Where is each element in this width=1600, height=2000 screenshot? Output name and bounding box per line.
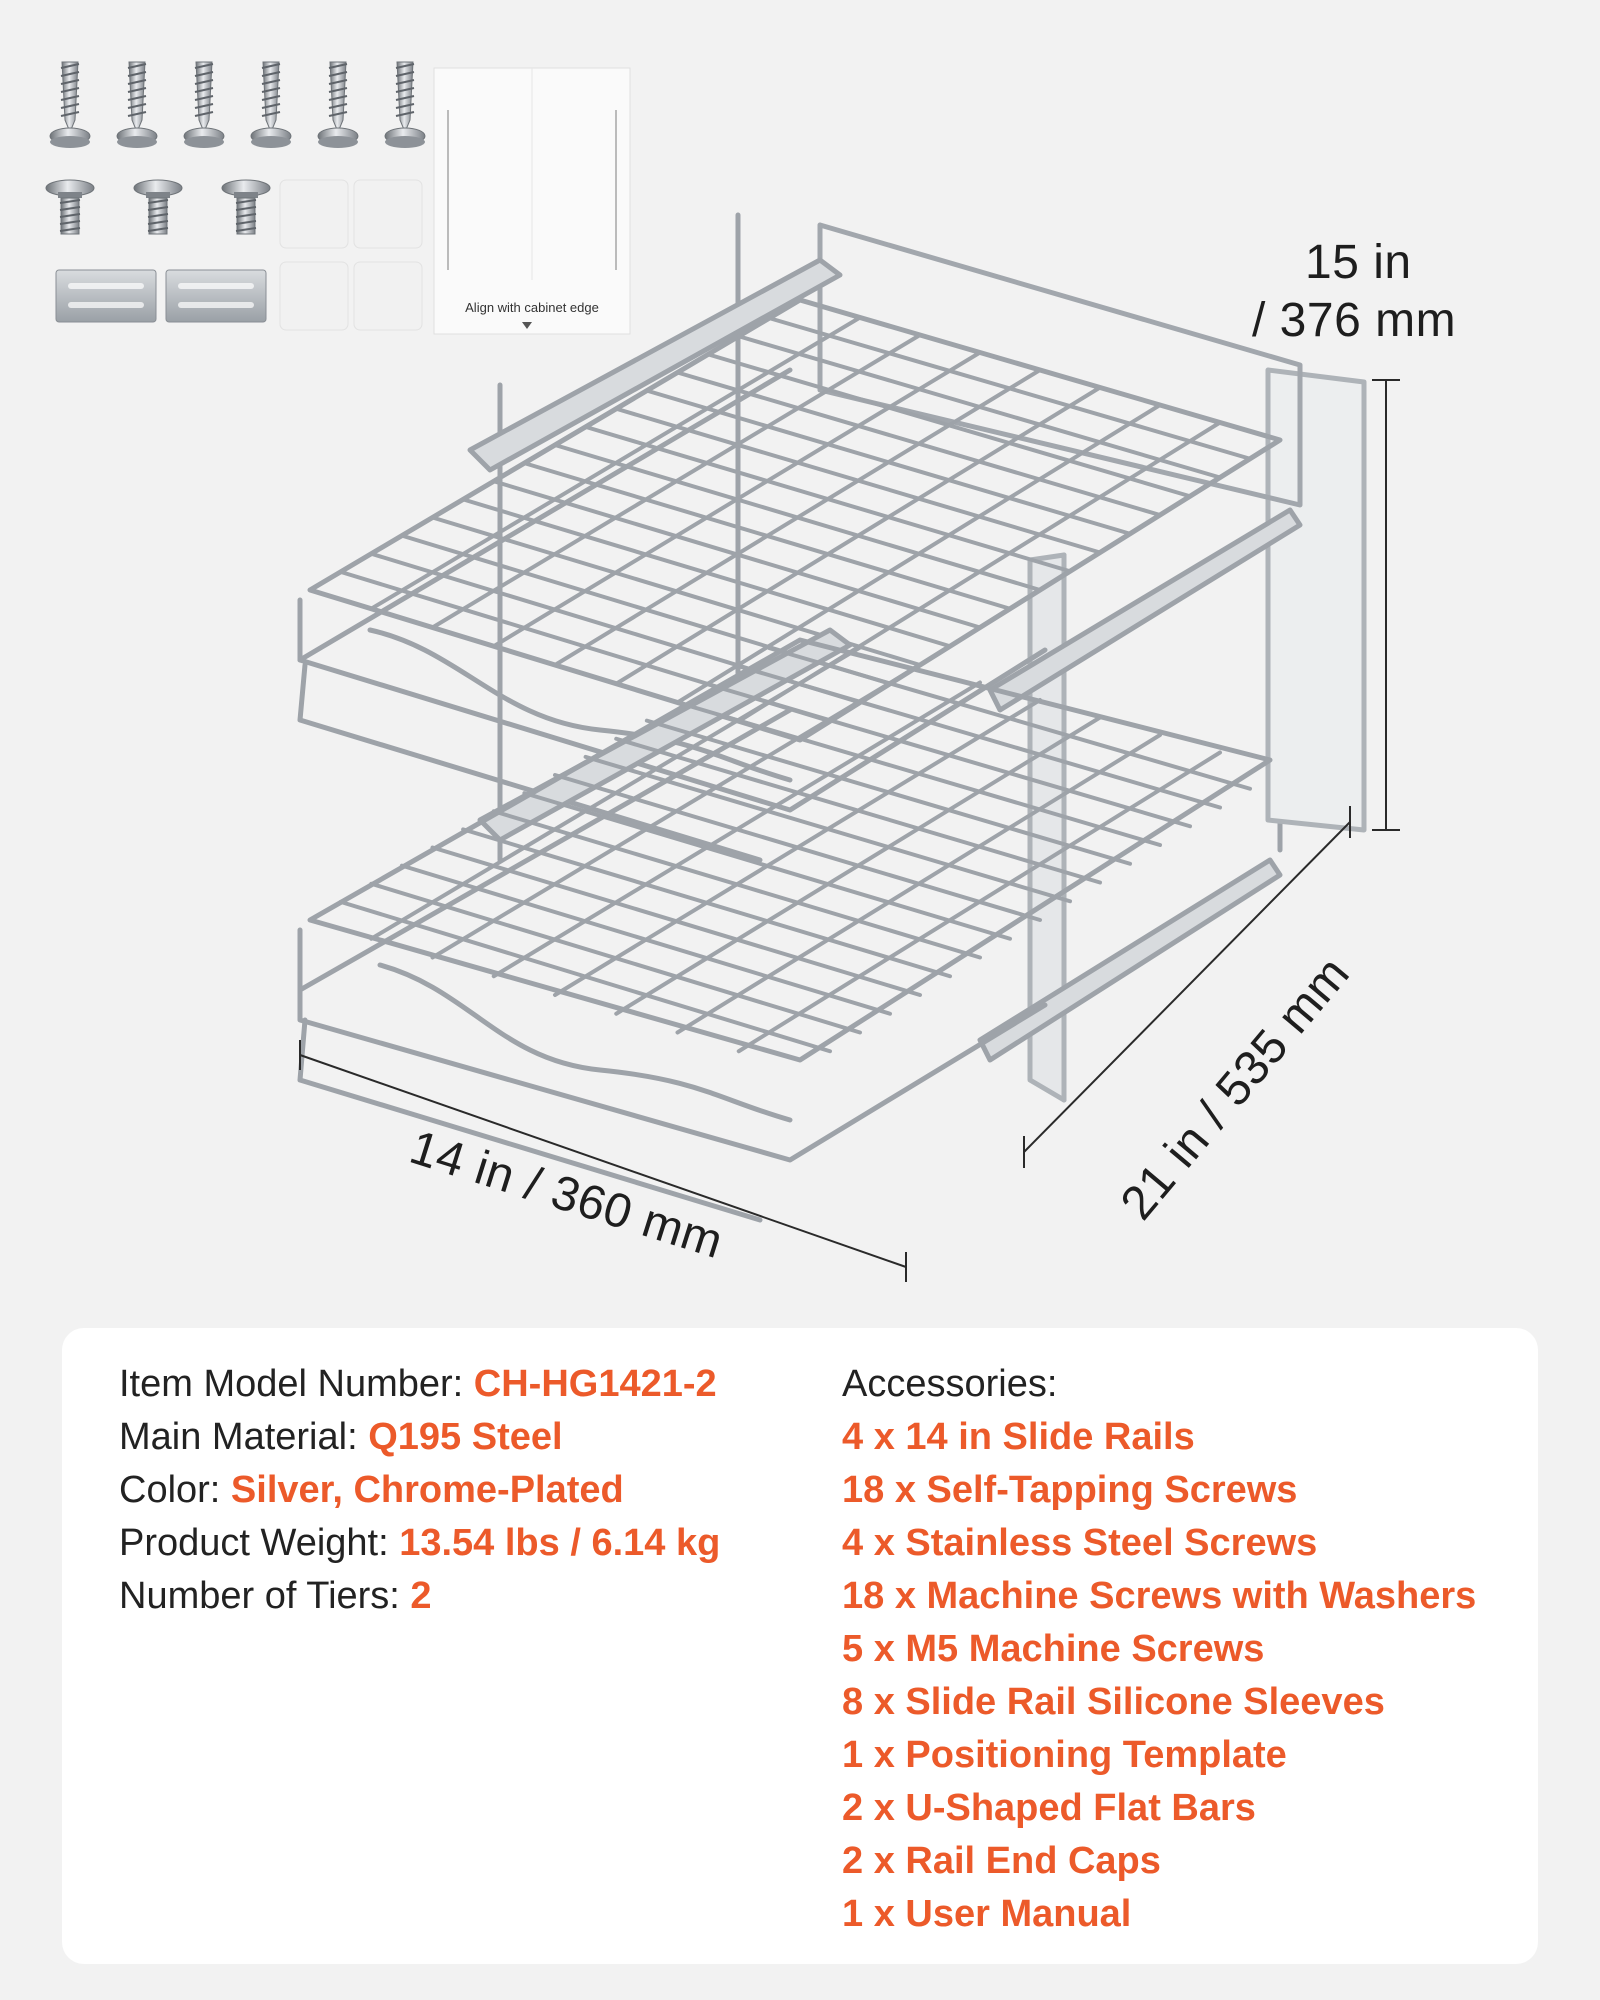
spec-row-tiers: Number of Tiers: 2 — [119, 1575, 432, 1617]
height-dimension-label-mm: / 376 mm — [1252, 294, 1457, 347]
accessory-item: 1 x Positioning Template — [842, 1734, 1287, 1776]
spec-row-weight: Product Weight: 13.54 lbs / 6.14 kg — [119, 1522, 721, 1564]
accessory-item: 4 x 14 in Slide Rails — [842, 1416, 1195, 1458]
width-dimension-label: 14 in / 360 mm — [403, 1120, 730, 1270]
height-dimension-label: 15 in — [1305, 236, 1412, 289]
accessory-item: 2 x U-Shaped Flat Bars — [842, 1787, 1256, 1829]
accessories-list — [842, 1358, 1522, 1941]
accessory-item: 18 x Machine Screws with Washers — [842, 1575, 1477, 1617]
accessory-item: 2 x Rail End Caps — [842, 1840, 1161, 1882]
template-caption: Align with cabinet edge — [465, 300, 599, 315]
accessory-item: 1 x User Manual — [842, 1893, 1132, 1935]
accessory-item: 4 x Stainless Steel Screws — [842, 1522, 1318, 1564]
spec-row-color: Color: Silver, Chrome-Plated — [119, 1469, 624, 1511]
lower-tier-wires — [341, 648, 1250, 1052]
specification-card — [62, 1328, 1538, 1964]
accessories-title: Accessories: — [842, 1363, 1058, 1405]
spec-list — [119, 1358, 819, 1623]
accessory-item: 18 x Self-Tapping Screws — [842, 1469, 1298, 1511]
depth-dimension-label: 21 in / 535 mm — [1110, 947, 1360, 1230]
spec-row-model: Item Model Number: CH-HG1421-2 — [119, 1363, 717, 1405]
accessory-item: 5 x M5 Machine Screws — [842, 1628, 1265, 1670]
spec-row-material: Main Material: Q195 Steel — [119, 1416, 563, 1458]
accessory-item: 8 x Slide Rail Silicone Sleeves — [842, 1681, 1385, 1723]
